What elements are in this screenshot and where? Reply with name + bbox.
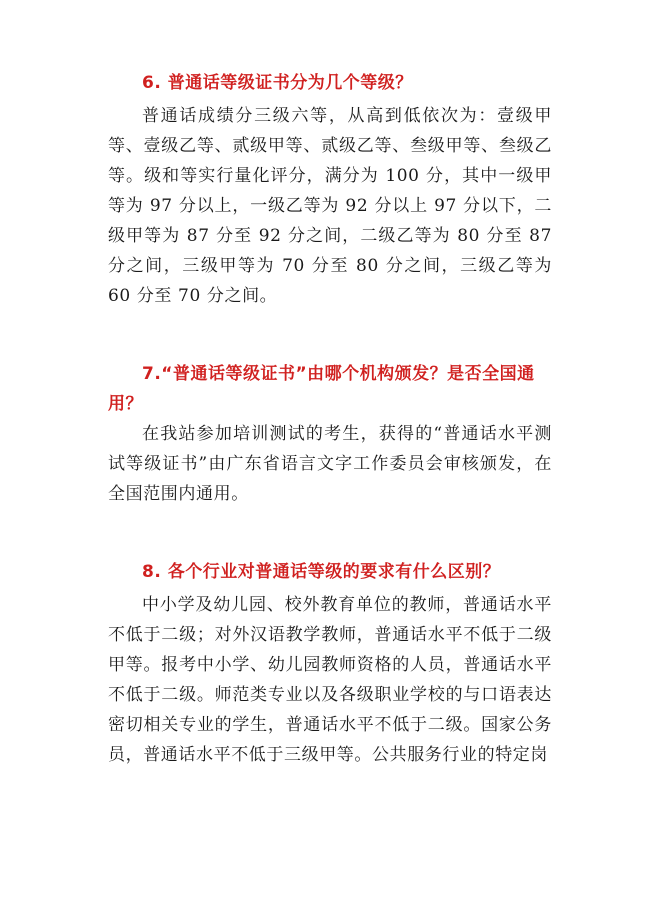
question-heading-8: 8. 各个行业对普通话等级的要求有什么区别？: [142, 562, 501, 582]
faq-section-8: [108, 557, 552, 770]
answer-paragraph-7: 在我站参加培训测试的考生，获得的“普通话水平测试等级证书”由广东省语言文字工作委员会审核颁发，在全国范围内通用。: [108, 424, 552, 504]
question-heading-6: 6. 普通话等级证书分为几个等级？: [142, 73, 413, 93]
faq-section-6: [108, 68, 552, 311]
question-heading-7: 7.“普通话等级证书”由哪个机构颁发？是否全国通用？: [108, 364, 535, 414]
answer-paragraph-6: 普通话成绩分三级六等，从高到低依次为：壹级甲等、壹级乙等、贰级甲等、贰级乙等、叁级甲等、叁级乙等。级和等实行量化评分，满分为 100 分，其中一级甲等为 97 分以上，一级乙等为 92 分以上 97 分以下，二级甲等为 87 分至 92 分之间，二级乙等为 80 分至 87 分之间，三级甲等为 70 分至 80 分之间，三级乙等为 60 分至 70 分之间。: [108, 106, 552, 306]
answer-paragraph-8: 中小学及幼儿园、校外教育单位的教师，普通话水平不低于二级；对外汉语教学教师，普通话水平不低于二级甲等。报考中小学、幼儿园教师资格的人员，普通话水平不低于二级。师范类专业以及各级职业学校的与口语表达密切相关专业的学生，普通话水平不低于二级。国家公务员，普通话水平不低于三级甲等。公共服务行业的特定岗: [108, 595, 552, 765]
section-spacer: [108, 311, 552, 359]
faq-section-7: [108, 359, 552, 509]
section-spacer: [108, 509, 552, 557]
document-page: [108, 68, 552, 770]
